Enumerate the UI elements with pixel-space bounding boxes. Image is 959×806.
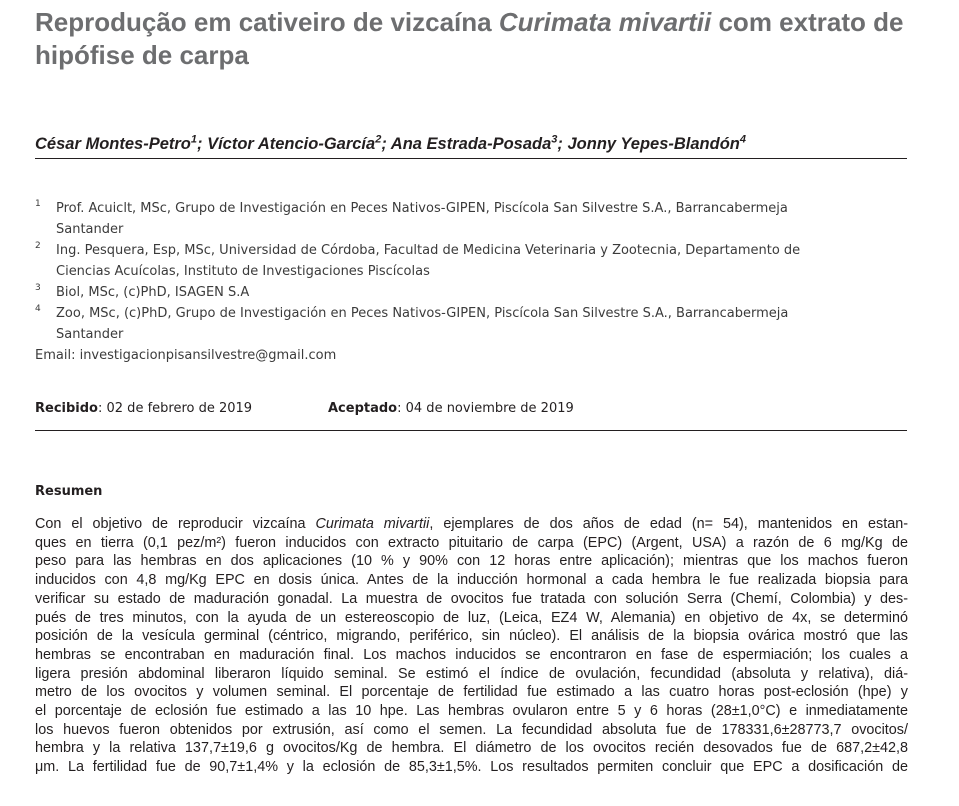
author-list — [35, 128, 915, 155]
divider-rule — [35, 158, 907, 159]
contact-email[interactable]: Email: investigacionpisansilvestre@gmail.com — [35, 348, 337, 363]
abstract-body — [35, 515, 908, 777]
affiliation-item: 3 Biol, MSc, (c)PhD, ISAGEN S.A — [35, 282, 915, 303]
title-text-part2: com extrato de hipófise de carpa — [35, 7, 904, 70]
abstract-line: verificar su estado de maduración gonadal. La muestra de ovocitos fue tratada con solución Serra (Chemí, Colombia) y des- — [35, 590, 908, 607]
abstract-line: metro de los ovocitos y volumen seminal. El porcentaje de fertilidad fue estimado a las cuatro horas post-eclosión (hpe) y — [35, 684, 908, 701]
abstract-line: pués de tres minutos, con la ayuda de un estereoscopio de luz, (Leica, EZ4 W, Alemania) en objetivo de 4x, se determinó — [35, 609, 908, 626]
abstract-line: ques en tierra (0,1 pez/m²) fueron inducidos con extracto pituitario de carpa (EPC) (Argent, USA) a razón de 6 mg/Kg de — [35, 534, 908, 551]
affiliation-number: 1 — [35, 199, 41, 209]
author: César Montes-Petro$^1$; — [35, 133, 208, 153]
abstract-line: ligera presión abdominal liberaron líquido seminal. Se estimó el índice de ovulación, fecundidad (absoluta y relativa), diá- — [35, 665, 908, 682]
abstract-line: los huevos fueron obtenidos por extrusión, así como el semen. La fecundidad absoluta fue de 178331,6±28773,7 ovocitos/ — [35, 721, 908, 738]
article-title — [35, 6, 935, 72]
abstract-line: Con el objetivo de reproducir vizcaína Curimata mivartii, ejemplares de dos años de edad (n= 54), mantenidos en estan- — [35, 516, 908, 532]
abstract-line: posición de la vesícula germinal (céntrico, migrando, periférico, sin núcleo). El análisis de la biopsia ovárica mostró que las — [35, 628, 908, 645]
submission-dates — [35, 399, 915, 419]
abstract-line: peso para las hembras en dos aplicaciones (10 % y 90% con 12 horas entre aplicación); mientras que los machos fueron — [35, 553, 908, 570]
received-date: Recibido: 02 de febrero de 2019 — [35, 401, 253, 416]
affiliation-item: 2 Ing. Pesquera, Esp, MSc, Universidad de Córdoba, Facultad de Medicina Veterinaria y Zootecnia, Departamento de Ciencias Acuícolas, Instituto de Investigaciones Piscícolas — [35, 240, 915, 282]
abstract-line: μm. La fertilidad fue de 90,7±1,4% y la eclosión de 85,3±1,5%. Los resultados permiten concluir que EPC a dosificación de — [35, 759, 908, 776]
accepted-date: Aceptado: 04 de noviembre de 2019 — [328, 401, 574, 416]
title-text-part1: Reprodução em cativeiro de vizcaína — [35, 7, 499, 37]
abstract-line: hembra y la relativa 137,7±19,6 g ovocitos/Kg de hembra. El diámetro de los ovocitos recién desovados fue de 687,2±42,8 — [35, 740, 908, 757]
affiliation-number: 3 — [35, 283, 41, 293]
author: Ana Estrada-Posada$^3$; — [390, 133, 568, 153]
divider-rule — [35, 430, 907, 431]
author: Jonny Yepes-Blandón$^4$ — [567, 133, 746, 153]
affiliations-block — [35, 198, 915, 366]
abstract-line: inducidos con 4,8 mg/Kg EPC en dosis única. Antes de la inducción hormonal a cada hembra le fue realizada biopsia para — [35, 572, 908, 589]
abstract-species-name: Curimata mivartii — [315, 516, 430, 532]
affiliation-number: 2 — [35, 241, 41, 251]
author: Víctor Atencio-García$^2$; — [207, 133, 391, 153]
abstract-line: el porcentaje de eclosión fue estimado a las 10 hpe. Las hembras ovularon entre 5 y 6 horas (28±1,0°C) e inmediatamente — [35, 703, 908, 720]
abstract-heading: Resumen — [35, 484, 103, 499]
abstract-line: hembras se encontraban en maduración final. Los machos inducidos se encontraron en fase de espermiación; los cuales a — [35, 646, 908, 663]
affiliation-item: 4 Zoo, MSc, (c)PhD, Grupo de Investigación en Peces Nativos-GIPEN, Piscícola San Silvestre S.A., Barrancabermeja Santander — [35, 303, 915, 345]
title-species: Curimata mivartii — [498, 7, 712, 37]
affiliation-item: 1 Prof. Acuiclt, MSc, Grupo de Investigación en Peces Nativos-GIPEN, Piscícola San Silvestre S.A., Barrancabermeja Santander — [35, 198, 915, 240]
affiliation-number: 4 — [35, 304, 41, 314]
